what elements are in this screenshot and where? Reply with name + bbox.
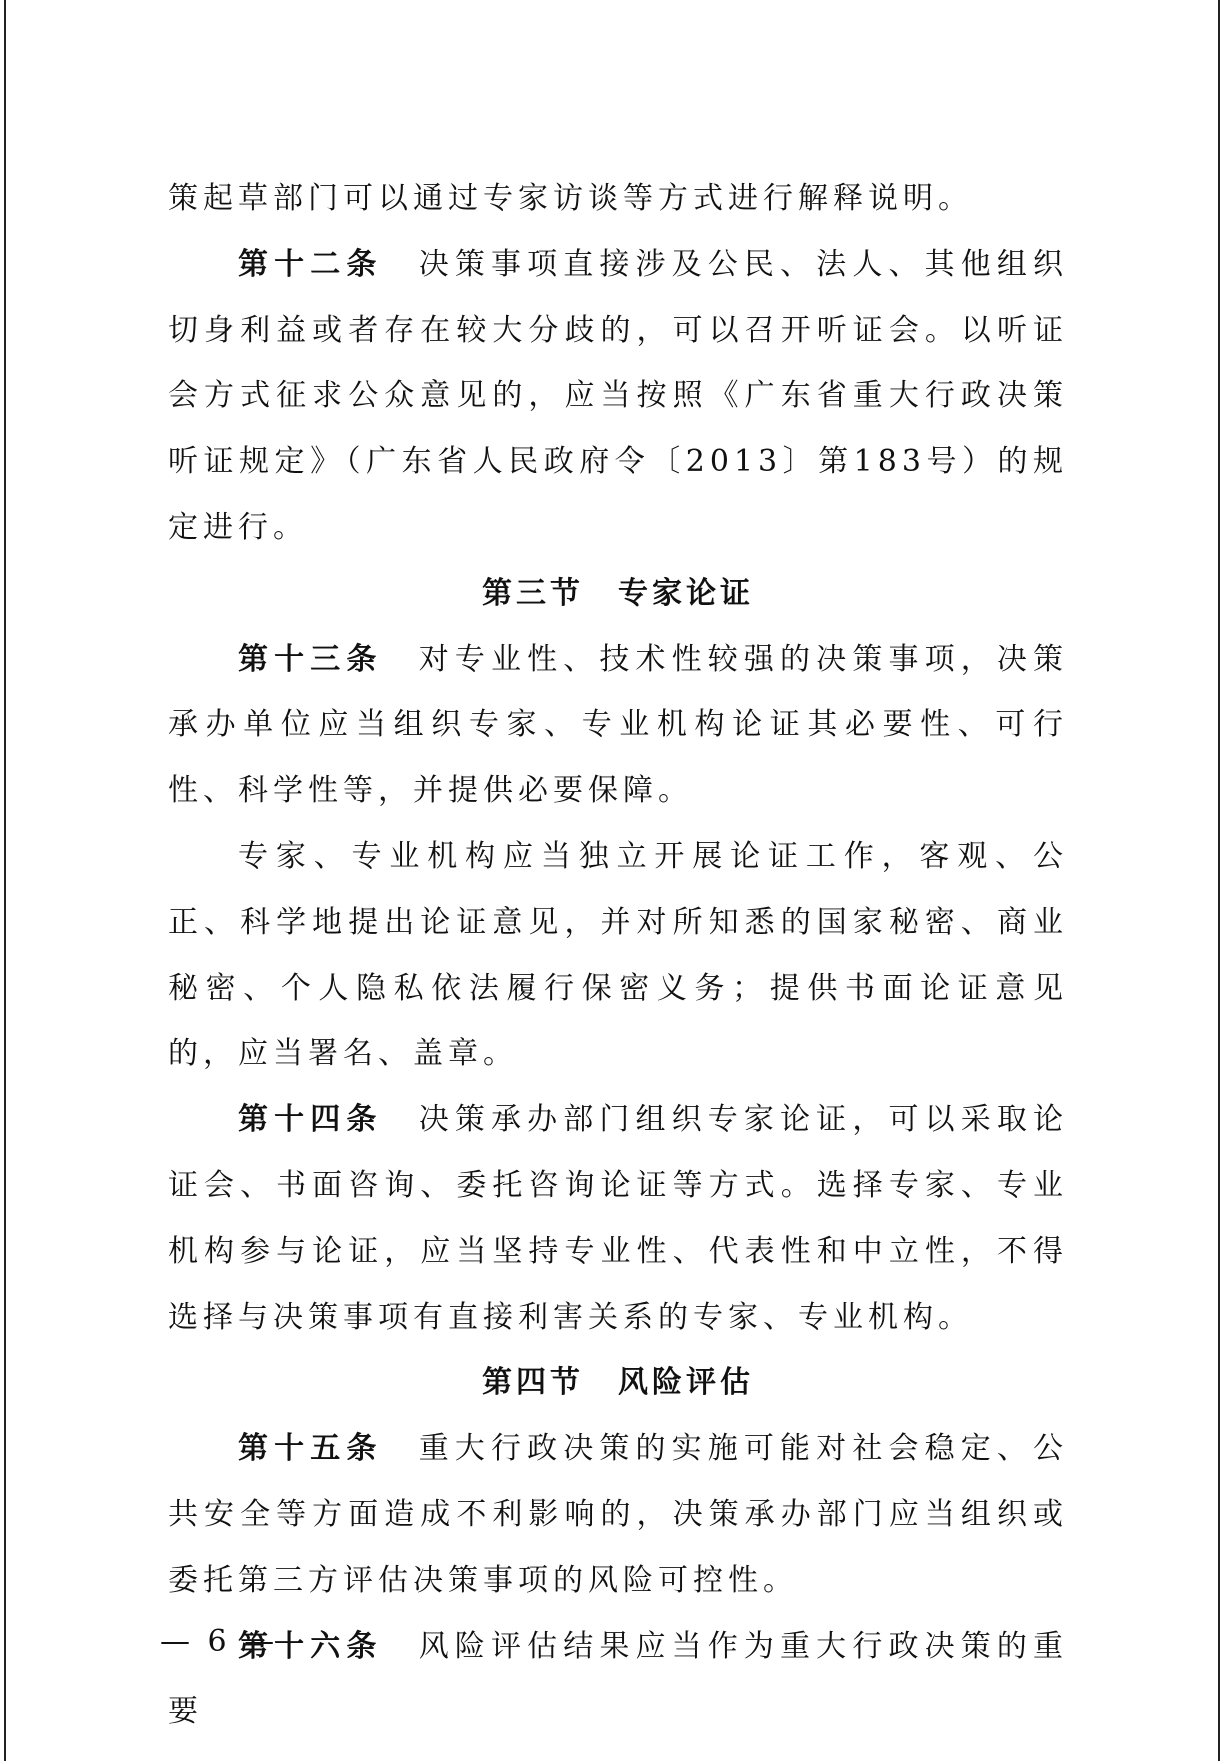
article-12-text: 决策事项直接涉及公民、法人、其他组织切身利益或者存在较大分歧的，可以召开听证会。以听证会方式征求公众意见的，应当按照《广东省重大行政决策听证规定》（广东省人民政府令〔2013〕第183号）的规定进行。 <box>168 246 1069 545</box>
article-13-heading: 第十三条 <box>238 641 383 677</box>
article-15-text: 重大行政决策的实施可能对社会稳定、公共安全等方面造成不利影响的，决策承办部门应当组织或委托第三方评估决策事项的风险可控性。 <box>168 1431 1069 1598</box>
page-left-edge <box>4 0 6 1761</box>
article-15-heading: 第十五条 <box>238 1431 383 1467</box>
article-16-heading: 第十六条 <box>238 1628 383 1664</box>
article-12-heading: 第十二条 <box>238 246 383 282</box>
article-12 <box>168 232 1068 561</box>
article-13-paragraph-2 <box>168 824 1068 1087</box>
article-13-paragraph-2-text: 专家、专业机构应当独立开展论证工作，客观、公正、科学地提出论证意见，并对所知悉的国家秘密、商业秘密、个人隐私依法履行保密义务；提供书面论证意见的，应当署名、盖章。 <box>168 838 1068 1072</box>
article-13-text: 对专业性、技术性较强的决策事项，决策承办单位应当组织专家、专业机构论证其必要性、可行性、科学性等，并提供必要保障。 <box>168 641 1069 809</box>
article-13 <box>168 627 1068 824</box>
document-body <box>168 166 1068 1745</box>
section-4-heading: 第四节 风险评估 <box>482 1365 754 1401</box>
paragraph-intro <box>168 166 1068 232</box>
page-right-edge <box>1218 0 1220 1761</box>
article-16 <box>168 1614 1068 1746</box>
article-14-text: 决策承办部门组织专家论证，可以采取论证会、书面咨询、委托咨询论证等方式。选择专家、专业机构参与论证，应当坚持专业性、代表性和中立性，不得选择与决策事项有直接利害关系的专家、专业机构。 <box>168 1102 1069 1335</box>
page-number: — 6 — <box>160 1624 279 1659</box>
section-3-heading: 第三节 专家论证 <box>482 575 754 611</box>
article-14-heading: 第十四条 <box>238 1102 383 1138</box>
paragraph-text: 策起草部门可以通过专家访谈等方式进行解释说明。 <box>168 181 973 216</box>
article-16-text: 风险评估结果应当作为重大行政决策的重要 <box>168 1628 1069 1730</box>
article-15 <box>168 1416 1068 1613</box>
article-14 <box>168 1087 1068 1350</box>
